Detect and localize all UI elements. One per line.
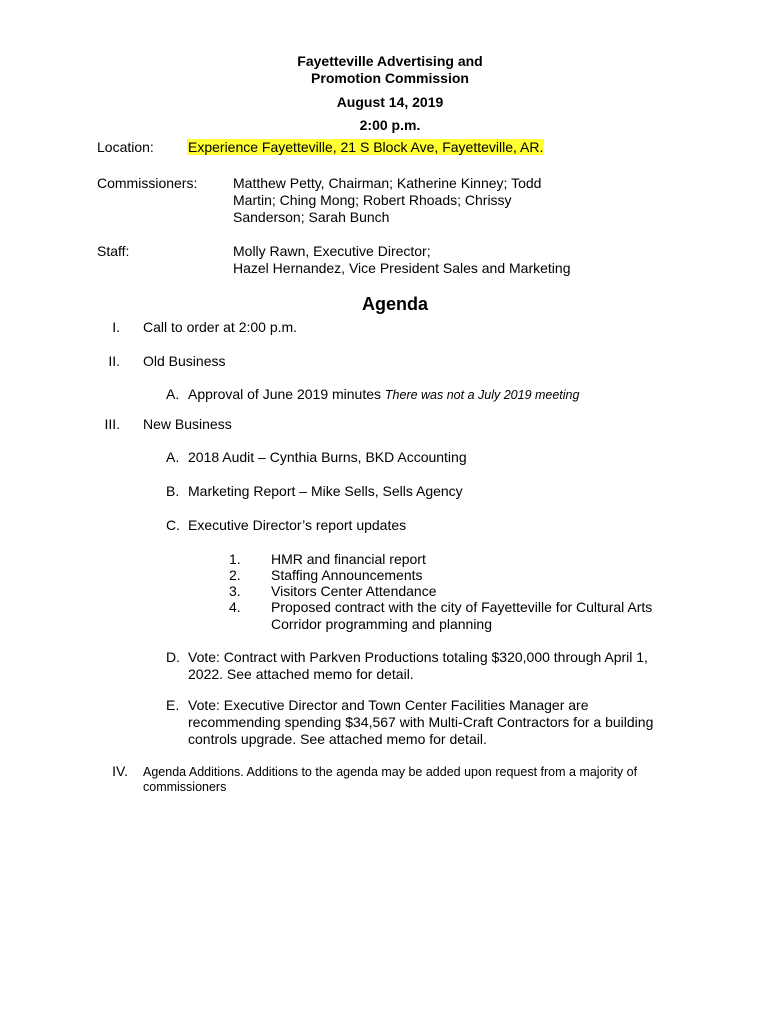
item-text: Call to order at 2:00 p.m. (143, 319, 298, 335)
commissioners-label: Commissioners: (97, 175, 198, 191)
numbered-item-text: Staffing Announcements (271, 567, 423, 583)
meeting-date: August 14, 2019 (336, 94, 444, 110)
commissioners-line: Martin; Ching Mong; Robert Rhoads; Chrissy (233, 192, 512, 208)
agenda-title: Agenda (361, 294, 428, 314)
location-value (187, 139, 544, 156)
subitem-letter: A. (166, 449, 180, 465)
staff-line: Hazel Hernandez, Vice President Sales and Marketing (233, 260, 571, 276)
item-number: III. (104, 416, 120, 432)
subitem-text: Vote: Executive Director and Town Center Facilities Manager are (188, 697, 589, 713)
subitem-letter: A. (166, 386, 180, 402)
minutes-note: There was not a July 2019 meeting (384, 388, 580, 402)
numbered-item-num: 1. (229, 551, 241, 567)
commissioners-line: Sanderson; Sarah Bunch (233, 209, 390, 225)
subitem-text: Executive Director’s report updates (188, 517, 407, 533)
location-highlight: Experience Fayetteville, 21 S Block Ave, Fayetteville, AR. (188, 139, 544, 155)
location-label: Location: (97, 139, 154, 155)
subitem-text: Marketing Report – Mike Sells, Sells Agency (188, 483, 463, 499)
numbered-item-text: HMR and financial report (271, 551, 426, 567)
numbered-item-num: 2. (229, 567, 241, 583)
item-number: IV. (112, 763, 128, 779)
numbered-item-text: Proposed contract with the city of Fayetteville for Cultural Arts (271, 599, 653, 615)
item-text: Agenda Additions. Additions to the agenda may be added upon request from a majority of (143, 765, 638, 779)
item-number: I. (112, 319, 120, 335)
numbered-item-num: 4. (229, 599, 241, 615)
subitem-letter: E. (166, 697, 180, 713)
subitem-letter: D. (166, 649, 180, 665)
staff-label: Staff: (97, 243, 130, 259)
item-text: commissioners (143, 780, 227, 794)
subitem-letter: C. (166, 517, 180, 533)
commissioners-line: Matthew Petty, Chairman; Katherine Kinney; Todd (233, 175, 542, 191)
staff-line: Molly Rawn, Executive Director; (233, 243, 431, 259)
item-text: New Business (143, 416, 232, 432)
subitem-text: recommending spending $34,567 with Multi-Craft Contractors for a building (188, 714, 654, 730)
subitem-text: controls upgrade. See attached memo for detail. (188, 731, 487, 747)
subitem-text: 2022. See attached memo for detail. (188, 666, 414, 682)
numbered-item-text: Visitors Center Attendance (271, 583, 437, 599)
item-number: II. (108, 353, 120, 369)
subitem-text: Vote: Contract with Parkven Productions totaling $320,000 through April 1, (188, 649, 648, 665)
subitem-text: 2018 Audit – Cynthia Burns, BKD Accounting (188, 449, 467, 465)
numbered-item-num: 3. (229, 583, 241, 599)
org-name-line2: Promotion Commission (311, 70, 469, 86)
item-text: Old Business (143, 353, 226, 369)
numbered-item-text: Corridor programming and planning (271, 616, 493, 632)
minutes-approval-text: Approval of June 2019 minutes (188, 386, 382, 402)
org-name-line1: Fayetteville Advertising and (297, 53, 483, 69)
subitem-letter: B. (166, 483, 180, 499)
meeting-time: 2:00 p.m. (359, 117, 421, 133)
subitem-text (188, 386, 579, 404)
